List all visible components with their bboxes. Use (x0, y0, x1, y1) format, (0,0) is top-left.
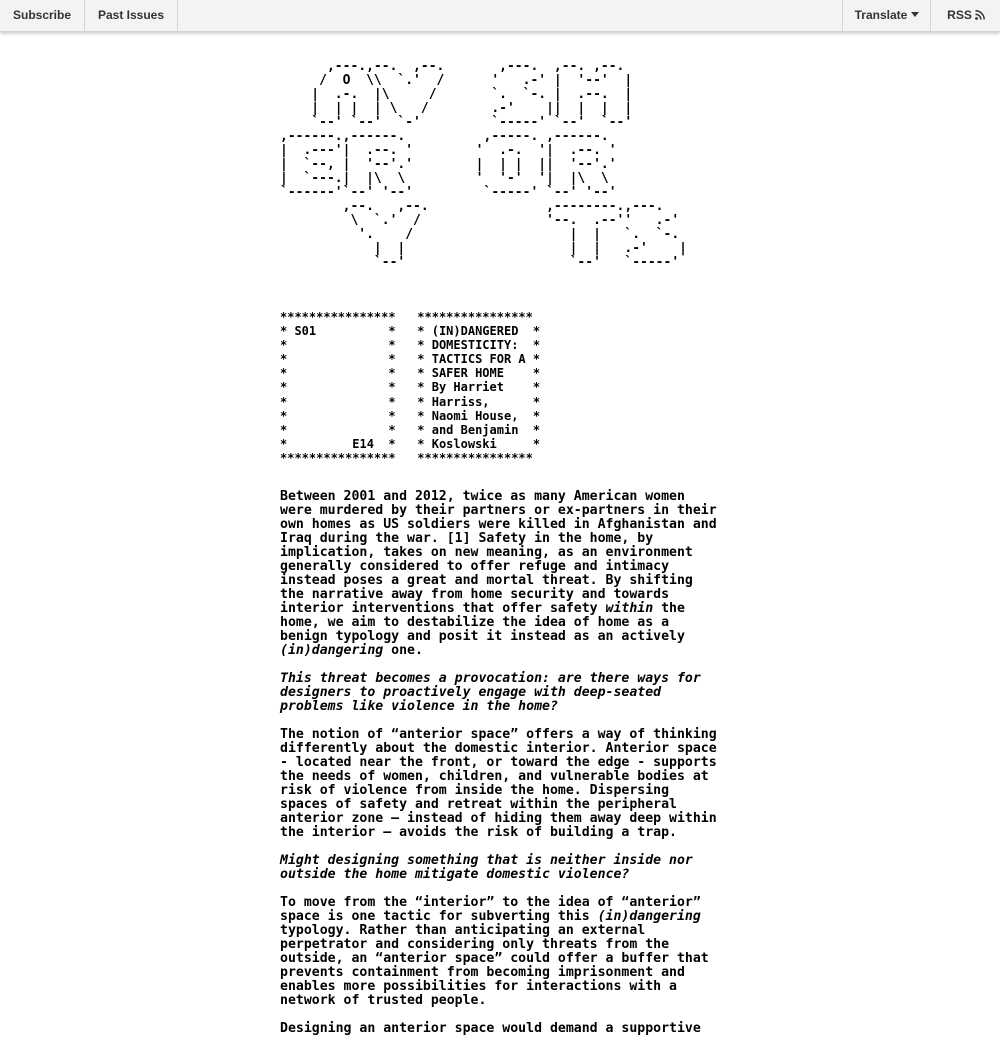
translate-label: Translate (854, 8, 908, 22)
chevron-down-icon (911, 12, 919, 17)
subscribe-link[interactable] (0, 0, 85, 31)
ascii-art-title (280, 60, 720, 314)
question-text: This threat becomes a provocation: are there ways for designers to proactively engage with deep-seated problems like violence in the home? (280, 671, 701, 714)
rss-label: RSS (947, 8, 972, 22)
paragraph-text: typology. Rather than anticipating an external perpetrator and considering only threats from the outside, an “anterior space” could offer a buffer that prevents containment from becoming imprisonment and enables more possibilities for interactions with a network of trusted people. (280, 923, 709, 1008)
past-issues-label: Past Issues (97, 8, 165, 22)
episode-info-boxes (280, 310, 540, 470)
rss-icon (975, 10, 985, 20)
article-body (280, 490, 720, 1050)
article-paragraph: The notion of “anterior space” offers a way of thinking differently about the domestic interior. Anterior space - located near the front, or toward the edge - supports the needs of women, children, and vulnerable bodies at risk of violence from inside the home. Dispersing spaces of safety and retreat within the peripheral anterior zone – instead of hiding them away deep within the interior – avoids the risk of building a trap. (280, 727, 717, 840)
article-paragraph (280, 490, 720, 658)
newsletter-content (280, 60, 720, 1036)
paragraph-text: To move from the “interior” to the idea of “anterior” space is one tactic for subverting this (280, 895, 701, 924)
emphasis-text: (in)dangering (597, 909, 701, 924)
top-navigation-bar (0, 0, 1000, 32)
past-issues-link[interactable] (85, 0, 178, 31)
article-paragraph (280, 896, 720, 1008)
paragraph-text: one. (383, 643, 423, 658)
ascii-title-text: ,---.,--. ,--. ,---. ,--. ,--. / O \\ `.' / ' .-' | '--' | | .-. |\ / `. `-. | .--. | | | | | \ / .-' || | | | `--' `--' `-' `-----' `--' `--' ,------.,------. ,-----. ,------. | .---'| .--. ' ' .-. '| .--. ' | `--, | '--'.' | | | || '--'.' | `---.| |\ \ ' '-' '| |\ \ `------'`--' '--' `-----' `--' '--' ,--. ,--. ,--------.,---. \ `.' / '--. .--'' .-' '. / | | `. `-. | | | | .-' | `--' `--' `-----' (280, 60, 687, 270)
article-question (280, 672, 720, 714)
subscribe-label: Subscribe (12, 8, 72, 22)
rss-link[interactable] (930, 0, 1000, 31)
emphasis-text: (in)dangering (280, 643, 384, 658)
paragraph-text: the home, we aim to destabilize the idea of home as a benign typology and posit it instead as an actively (280, 601, 685, 644)
article-question (280, 854, 720, 882)
emphasis-text: within (605, 601, 654, 616)
paragraph-text: Between 2001 and 2012, twice as many American women were murdered by their partners or ex-partners in their own homes as US soldiers were killed in Afghanistan and Iraq during the war. [1] Safety in the home, by implication, takes on new meaning, as an environment generally considered to offer refuge and intimacy instead poses a great and mortal threat. By shifting the narrative away from home security and towards interior interventions that offer safety (280, 489, 717, 616)
episode-box-text: **************** **************** * S01 * * (IN)DANGERED * * * * DOMESTICITY: * * * * TACTICS FOR A * * * * SAFER HOME * * * * By Harriet * * * * Harriss, * * * * Naomi House, * * * * and Benjamin * * E14 * * Koslowski * **************** **************** (280, 310, 541, 465)
translate-dropdown[interactable] (842, 0, 931, 31)
question-text: Might designing something that is neither inside nor outside the home mitigate domestic violence? (280, 853, 693, 882)
article-paragraph: Designing an anterior space would demand a supportive (280, 1021, 701, 1036)
